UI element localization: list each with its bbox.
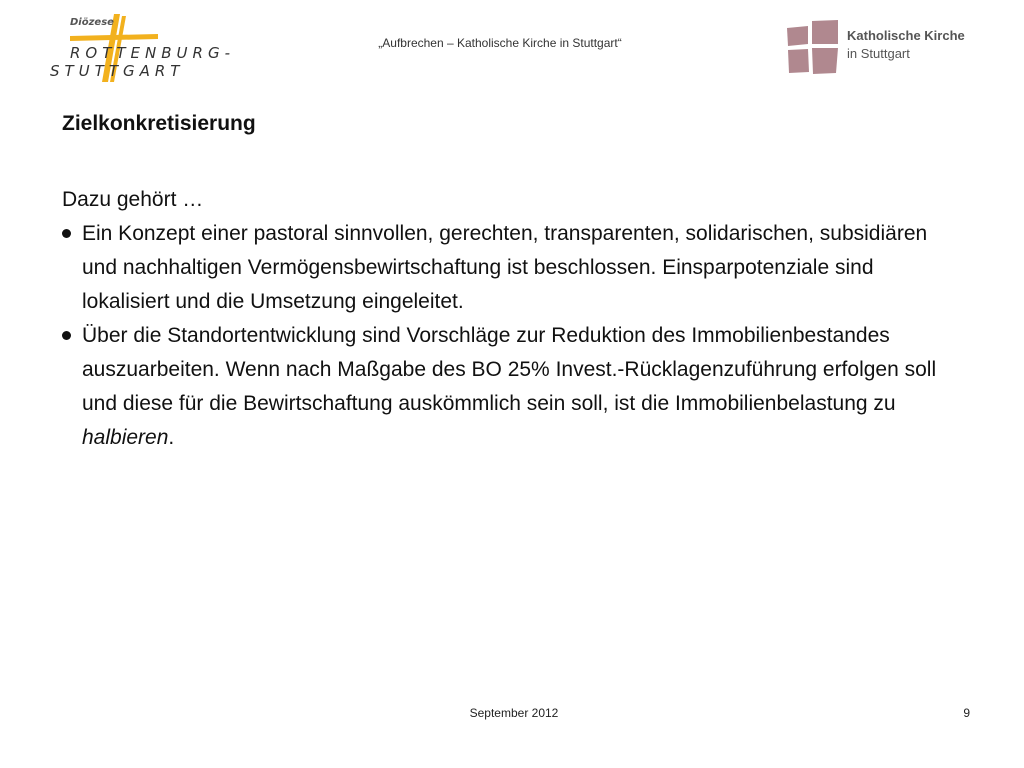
slide-content	[62, 183, 962, 455]
organization-city: in Stuttgart	[847, 46, 910, 61]
bullet-item	[62, 319, 962, 455]
church-cross-icon	[786, 20, 840, 74]
bullet-icon	[62, 229, 71, 238]
organization-name: Katholische Kirche	[847, 28, 965, 43]
bullet-emphasis: halbieren	[82, 426, 169, 449]
bullet-icon	[62, 331, 71, 340]
bullet-text: Ein Konzept einer pastoral sinnvollen, gerechten, transparenten, solidarischen, subsidiären und nachhaltigen Vermögensbewirtschaftung ist beschlossen. Einsparpotenziale sind lokalisiert und die Umsetzung eingeleitet.	[82, 222, 928, 313]
bullet-text: Über die Standortentwicklung sind Vorschläge zur Reduktion des Immobilienbestandes auszuarbeiten. Wenn nach Maßgabe des BO 25% Invest.-Rücklagenzuführung erfolgen soll und diese für die Bewirtschaftung auskömmlich sein soll, ist die Immobilienbelastung zu	[82, 324, 937, 415]
bullet-list	[62, 217, 962, 455]
organization-logo	[786, 20, 986, 76]
diocese-label: Diözese	[70, 17, 114, 28]
bullet-item	[62, 217, 962, 319]
diocese-logo	[50, 10, 235, 82]
diocese-name-line1: ROTTENBURG-	[70, 44, 235, 62]
header-title: „Aufbrechen – Katholische Kirche in Stuttgart“	[378, 36, 622, 50]
page-number: 9	[963, 706, 970, 720]
diocese-name-line2: STUTTGART	[50, 62, 185, 80]
footer-date: September 2012	[469, 706, 559, 720]
slide-title: Zielkonkretisierung	[62, 112, 256, 135]
intro-text: Dazu gehört …	[62, 188, 204, 211]
bullet-text-end: .	[168, 426, 175, 449]
